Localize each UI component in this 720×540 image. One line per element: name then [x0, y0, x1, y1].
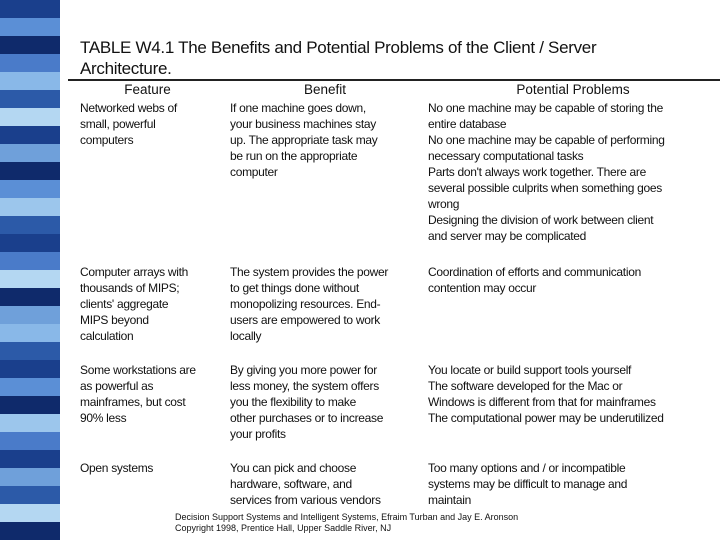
cell-line: contention may occur: [428, 281, 537, 295]
stripe-block: [0, 270, 60, 288]
cell-line: The system provides the power: [230, 265, 389, 279]
header-feature: Feature: [124, 82, 171, 97]
title-line: TABLE W4.1 The Benefits and Potential Problems of the Client / Server: [80, 38, 597, 57]
cell-line: entire database: [428, 117, 507, 131]
table-cell-problems: [428, 460, 627, 508]
stripe-block: [0, 324, 60, 342]
cell-line: users are empowered to work: [230, 313, 380, 327]
cell-line: MIPS beyond: [80, 313, 149, 327]
cell-line: other purchases or to increase: [230, 411, 384, 425]
table-cell-feature: [80, 362, 196, 426]
stripe-block: [0, 54, 60, 72]
cell-line: systems may be difficult to manage and: [428, 477, 628, 491]
cell-line: Coordination of efforts and communication: [428, 265, 641, 279]
table-cell-benefit: [230, 362, 383, 442]
table-cell-feature: [80, 264, 188, 344]
cell-line: as powerful as: [80, 379, 154, 393]
cell-line: up. The appropriate task may: [230, 133, 378, 147]
cell-line: Computer arrays with: [80, 265, 189, 279]
cell-line: You can pick and choose: [230, 461, 357, 475]
stripe-block: [0, 306, 60, 324]
stripe-block: [0, 288, 60, 306]
stripe-block: [0, 252, 60, 270]
stripe-block: [0, 180, 60, 198]
cell-line: The software developed for the Mac or: [428, 379, 623, 393]
table-cell-benefit: [230, 100, 377, 180]
stripe-block: [0, 198, 60, 216]
stripe-block: [0, 18, 60, 36]
cell-line: be run on the appropriate: [230, 149, 358, 163]
cell-line: Open systems: [80, 461, 154, 475]
cell-line: wrong: [428, 197, 460, 211]
stripe-block: [0, 450, 60, 468]
cell-line: mainframes, but cost: [80, 395, 186, 409]
stripe-block: [0, 522, 60, 540]
cell-line: You locate or build support tools yourself: [428, 363, 632, 377]
stripe-block: [0, 396, 60, 414]
cell-line: less money, the system offers: [230, 379, 379, 393]
cell-line: your business machines stay: [230, 117, 376, 131]
title-line: Architecture.: [80, 59, 172, 78]
cell-line: Windows is different from that for mainframes: [428, 395, 656, 409]
decorative-stripe: [0, 0, 60, 540]
stripe-block: [0, 414, 60, 432]
cell-line: Designing the division of work between client: [428, 213, 654, 227]
stripe-block: [0, 468, 60, 486]
footer-line: Decision Support Systems and Intelligent Systems, Efraim Turban and Jay E. Aronson: [175, 512, 519, 522]
header-problems: Potential Problems: [516, 82, 630, 97]
cell-line: Parts don't always work together. There are: [428, 165, 646, 179]
cell-line: you the flexibility to make: [230, 395, 356, 409]
table-title: [80, 37, 700, 79]
cell-line: clients' aggregate: [80, 297, 169, 311]
cell-line: monopolizing resources. End-: [230, 297, 381, 311]
cell-line: to get things done without: [230, 281, 359, 295]
stripe-block: [0, 144, 60, 162]
cell-line: Some workstations are: [80, 363, 196, 377]
stripe-block: [0, 72, 60, 90]
cell-line: If one machine goes down,: [230, 101, 366, 115]
cell-line: maintain: [428, 493, 471, 507]
table-cell-problems: [428, 264, 641, 296]
stripe-block: [0, 234, 60, 252]
table-cell-benefit: [230, 460, 381, 508]
stripe-block: [0, 342, 60, 360]
footer: [175, 512, 518, 534]
stripe-block: [0, 432, 60, 450]
table-cell-problems: [428, 100, 665, 244]
footer-line: Copyright 1998, Prentice Hall, Upper Saddle River, NJ: [175, 523, 392, 533]
table-cell-feature: [80, 100, 177, 148]
stripe-block: [0, 126, 60, 144]
table-cell-problems: [428, 362, 664, 426]
cell-line: services from various vendors: [230, 493, 381, 507]
cell-line: No one machine may be capable of storing the: [428, 101, 663, 115]
cell-line: By giving you more power for: [230, 363, 378, 377]
cell-line: several possible culprits when something goes: [428, 181, 662, 195]
cell-line: computers: [80, 133, 134, 147]
stripe-block: [0, 90, 60, 108]
table-cell-feature: [80, 460, 153, 476]
title-rule: [68, 79, 720, 81]
stripe-block: [0, 486, 60, 504]
cell-line: locally: [230, 329, 262, 343]
header-benefit: Benefit: [303, 82, 347, 97]
cell-line: The computational power may be underutilized: [428, 411, 664, 425]
cell-line: hardware, software, and: [230, 477, 352, 491]
cell-line: No one machine may be capable of performing: [428, 133, 665, 147]
cell-line: 90% less: [80, 411, 127, 425]
stripe-block: [0, 360, 60, 378]
stripe-block: [0, 108, 60, 126]
cell-line: and server may be complicated: [428, 229, 587, 243]
stripe-block: [0, 504, 60, 522]
stripe-block: [0, 216, 60, 234]
cell-line: necessary computational tasks: [428, 149, 584, 163]
stripe-block: [0, 378, 60, 396]
cell-line: small, powerful: [80, 117, 156, 131]
stripe-block: [0, 36, 60, 54]
cell-line: your profits: [230, 427, 286, 441]
cell-line: Too many options and / or incompatible: [428, 461, 626, 475]
table-cell-benefit: [230, 264, 388, 344]
cell-line: Networked webs of: [80, 101, 177, 115]
cell-line: computer: [230, 165, 278, 179]
stripe-block: [0, 162, 60, 180]
cell-line: thousands of MIPS;: [80, 281, 180, 295]
cell-line: calculation: [80, 329, 134, 343]
stripe-block: [0, 0, 60, 18]
